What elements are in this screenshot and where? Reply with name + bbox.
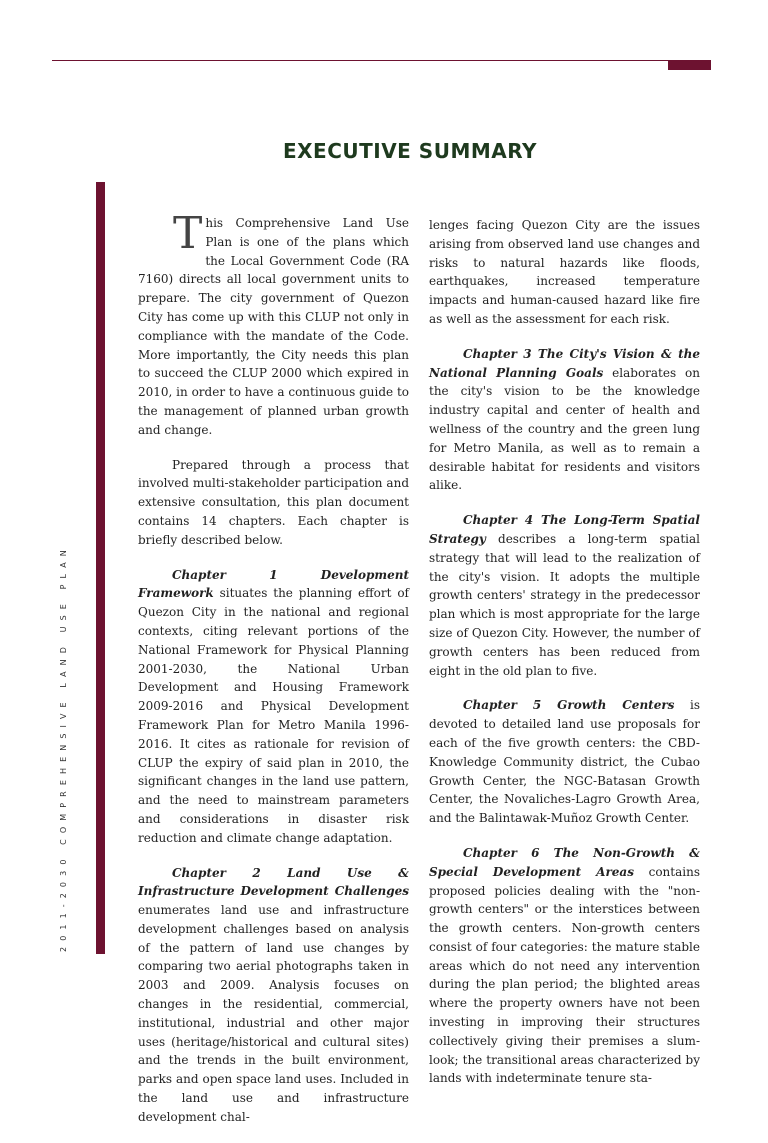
chapter-3-text: elaborates on the city's vision to be the knowledge industry capital and center of health and wellness of the country and the green lung for Metro Manila, as well as to remain a desirable habitat for residents and visitors alike.	[429, 365, 700, 493]
chapter-6-paragraph	[429, 844, 700, 1088]
side-label-text: 2011-2030 COMPREHENSIVE LAND USE PLAN	[59, 544, 68, 952]
side-accent-bar	[96, 182, 105, 954]
chapter-4-title: Chapter 4 The Long-Term Spatial Strategy	[429, 513, 700, 546]
chapter-5-paragraph	[429, 696, 700, 828]
chapter-2-paragraph	[138, 864, 409, 1127]
chapter-4-text: describes a long-term spatial strategy that will lead to the realization of the city's vision. It adopts the multiple growth centers' strategy in the predecessor plan which is most appropriate for the large size of Quezon City. However, the number of growth centers has been reduced from eight in the old plan to five.	[429, 531, 700, 678]
intro-paragraph	[138, 208, 409, 440]
chapter-2-title: Chapter 2 Land Use & Infrastructure Development Challenges	[138, 865, 409, 899]
chapter-1-title: Chapter 1 Development Framework	[138, 567, 409, 601]
chapter-1-text: situates the planning effort of Quezon City in the national and regional contexts, citing relevant portions of the National Framework for Physical Planning 2001-2030, the National Urban Development and Housing Framework 2009-2016 and Physical Development Framework Plan for Metro Manila 1996-2016. It cites as rationale for revision of CLUP the expiry of said plan in 2010, the significant changes in the land use pattern, and the need to mainstream parameters and considerations in disaster risk reduction and climate change adaptation.	[138, 586, 409, 845]
chapter-1-paragraph	[138, 566, 409, 848]
chapter-6-title: Chapter 6 The Non-Growth & Special Development Areas	[429, 845, 700, 879]
left-column	[138, 208, 409, 1143]
chapter-4-paragraph	[429, 511, 700, 680]
header-accent-block	[668, 60, 711, 70]
chapter-5-title: Chapter 5 Growth Centers	[463, 698, 675, 713]
chapter-5-text: is devoted to detailed land use proposals for each of the five growth centers: the CBD-Knowledge Community district, the Cubao Growth Center, the NGC-Batasan Growth Center, the Novaliches-Lagro Growth Area, and the Balintawak-Muñoz Growth Center.	[429, 698, 701, 826]
chapter-3-title: Chapter 3 The City's Vision & the National Planning Goals	[429, 346, 700, 380]
chapter-3-paragraph	[429, 345, 700, 495]
header-rule	[52, 60, 668, 61]
intro-text: his Comprehensive Land Use Plan is one of the plans which the Local Government Code (RA 7160) directs all local government units to prepare. The city government of Quezon City has come up with this CLUP not only in compliance with the mandate of the Code. More importantly, the City needs this plan to succeed the CLUP 2000 which expired in 2010, in order to have a continuous guide to the management of planned urban growth and change.	[138, 216, 409, 437]
chapter-2-text: enumerates land use and infrastructure development challenges based on analysis of the pattern of land use changes by comparing two aerial photographs taken in 2003 and 2009. Analysis focuses on changes in the residential, commercial, institutional, industrial and other major uses (heritage/historical and cultural sites) and the trends in the built environment, parks and open space land uses. Included in the land use and infrastructure development chal-	[138, 903, 409, 1124]
drop-cap: T	[173, 208, 203, 259]
process-paragraph: Prepared through a process that involved multi-stakeholder participation and extensive consultation, this plan document contains 14 chapters. Each chapter is briefly described below.	[138, 457, 409, 547]
page-title: EXECUTIVE SUMMARY	[282, 139, 538, 163]
right-column	[429, 216, 700, 1104]
continuation-paragraph: lenges facing Quezon City are the issues arising from observed land use changes and risks to natural hazards like floods, earthquakes, increased temperature impacts and human-caused hazard like fire as well as the assessment for each risk.	[429, 218, 700, 326]
chapter-6-text: contains proposed policies dealing with the "non-growth centers" or the interstices between the growth centers. Non-growth centers consist of four categories: the mature stable areas which do not need any intervention during the plan period; the blighted areas where the property owners have not been investing in improving their structures collectively giving their premises a slum-look; the transitional areas characterized by lands with indeterminate tenure sta-	[429, 864, 700, 1086]
